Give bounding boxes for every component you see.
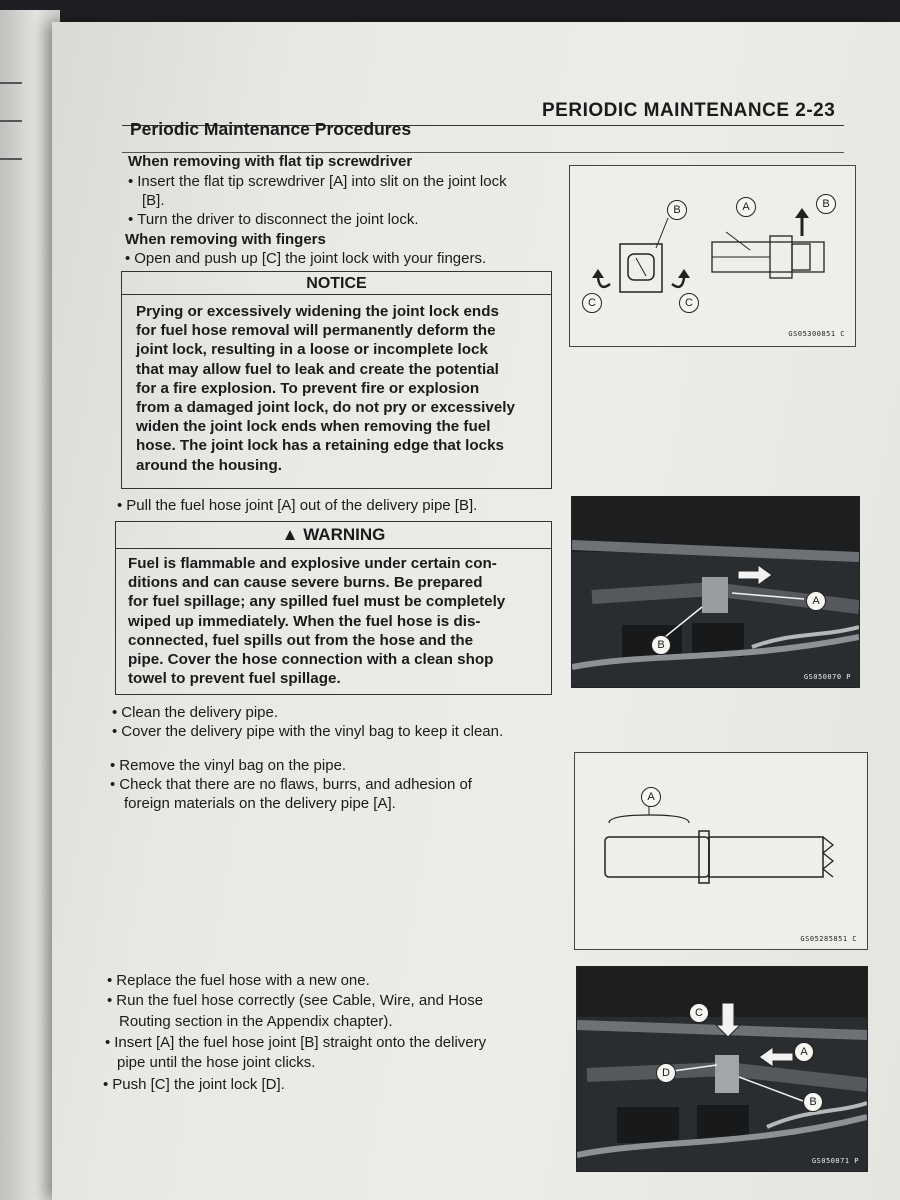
warning-line: connected, fuel spills out from the hose and the <box>128 631 474 649</box>
photo2-label-d: D <box>656 1063 676 1083</box>
warning-box <box>115 521 552 695</box>
warning-title: WARNING <box>303 525 386 544</box>
photo-insert-hose <box>577 967 867 1171</box>
page-header: PERIODIC MAINTENANCE 2-23 <box>542 100 836 121</box>
step-insert-screwdriver-cont: [B]. <box>142 192 165 209</box>
photo2-label-b: B <box>803 1092 823 1112</box>
notice-line: joint lock, resulting in a loose or incomplete lock <box>136 341 488 359</box>
warning-line: Fuel is flammable and explosive under certain con- <box>128 555 497 572</box>
notice-box <box>121 271 552 489</box>
label-b-left: B <box>667 200 687 220</box>
heading-screwdriver: When removing with flat tip screwdriver <box>128 153 413 170</box>
notice-line: from a damaged joint lock, do not pry or excessively <box>136 399 515 417</box>
notice-line: widen the joint lock ends when removing the fuel <box>136 418 491 436</box>
warning-triangle-icon: ▲ <box>281 525 299 544</box>
notice-text <box>136 302 515 475</box>
step-cover-pipe: • Cover the delivery pipe with the vinyl bag to keep it clean. <box>112 722 503 742</box>
step-insert-joint: • Insert [A] the fuel hose joint [B] straight onto the delivery <box>105 1033 486 1053</box>
warning-line: wiped up immediately. When the fuel hose is dis- <box>128 612 481 630</box>
joint-lock-drawing <box>570 166 855 346</box>
figure-joint-lock-diagram <box>569 165 856 347</box>
photo2-label-c: C <box>689 1003 709 1023</box>
step-run-hose-cont: Routing section in the Appendix chapter). <box>119 1013 393 1030</box>
notice-line: for a fire explosion. To prevent fire or explosion <box>136 379 480 397</box>
notice-line: for fuel hose removal will permanently deform the <box>136 322 496 340</box>
step-insert-joint-cont: pipe until the hose joint clicks. <box>117 1054 316 1071</box>
warning-line: towel to prevent fuel spillage. <box>128 670 341 688</box>
step-remove-bag: • Remove the vinyl bag on the pipe. <box>110 756 346 776</box>
step-push-lock: • Push [C] the joint lock [D]. <box>103 1075 285 1095</box>
step-open-push: • Open and push up [C] the joint lock with your fingers. <box>125 249 486 269</box>
figure-code: GS05300851 C <box>788 330 845 338</box>
label-a: A <box>736 197 756 217</box>
figure-photo-pull-hose <box>571 496 860 688</box>
photo2-code: GS050071 P <box>811 1157 859 1165</box>
figure-delivery-pipe-diagram <box>574 752 868 950</box>
photo-label-a: A <box>806 591 826 611</box>
photo-label-b: B <box>651 635 671 655</box>
notice-line: around the housing. <box>136 456 282 474</box>
step-run-hose: • Run the fuel hose correctly (see Cable, Wire, and Hose <box>107 991 483 1011</box>
delivery-pipe-drawing <box>575 753 867 949</box>
warning-line: pipe. Cover the hose connection with a clean shop <box>128 651 494 669</box>
notice-line: that may allow fuel to leak and create the potential <box>136 360 499 378</box>
label-b-right: B <box>816 194 836 214</box>
section-title: Periodic Maintenance Procedures <box>130 119 412 139</box>
left-page-edge <box>0 10 60 1200</box>
photo2-label-a: A <box>794 1042 814 1062</box>
pipe-label-a: A <box>641 787 661 807</box>
warning-line: for fuel spillage; any spilled fuel must be completely <box>128 593 506 611</box>
step-check-pipe-cont: foreign materials on the delivery pipe [A]. <box>124 795 396 812</box>
step-pull-hose: • Pull the fuel hose joint [A] out of the delivery pipe [B]. <box>117 496 477 516</box>
label-c-right: C <box>679 293 699 313</box>
step-turn-driver: • Turn the driver to disconnect the joint lock. <box>128 210 419 230</box>
warning-header <box>116 525 551 545</box>
pipe-figure-code: GS05285851 C <box>800 935 857 943</box>
photo-code: GS050070 P <box>803 673 851 681</box>
step-insert-screwdriver: • Insert the flat tip screwdriver [A] into slit on the joint lock <box>128 172 507 192</box>
warning-line: ditions and can cause severe burns. Be prepared <box>128 574 483 592</box>
notice-title: NOTICE <box>306 275 367 292</box>
step-check-pipe: • Check that there are no flaws, burrs, and adhesion of <box>110 775 472 795</box>
notice-line: Prying or excessively widening the joint lock ends <box>136 303 499 320</box>
notice-line: hose. The joint lock has a retaining edge that locks <box>136 437 504 455</box>
step-clean-pipe: • Clean the delivery pipe. <box>112 703 278 723</box>
heading-fingers: When removing with fingers <box>125 231 326 248</box>
figure-photo-insert-hose <box>576 966 868 1172</box>
step-replace-hose: • Replace the fuel hose with a new one. <box>107 971 370 991</box>
label-c-left: C <box>582 293 602 313</box>
warning-text <box>128 554 505 688</box>
